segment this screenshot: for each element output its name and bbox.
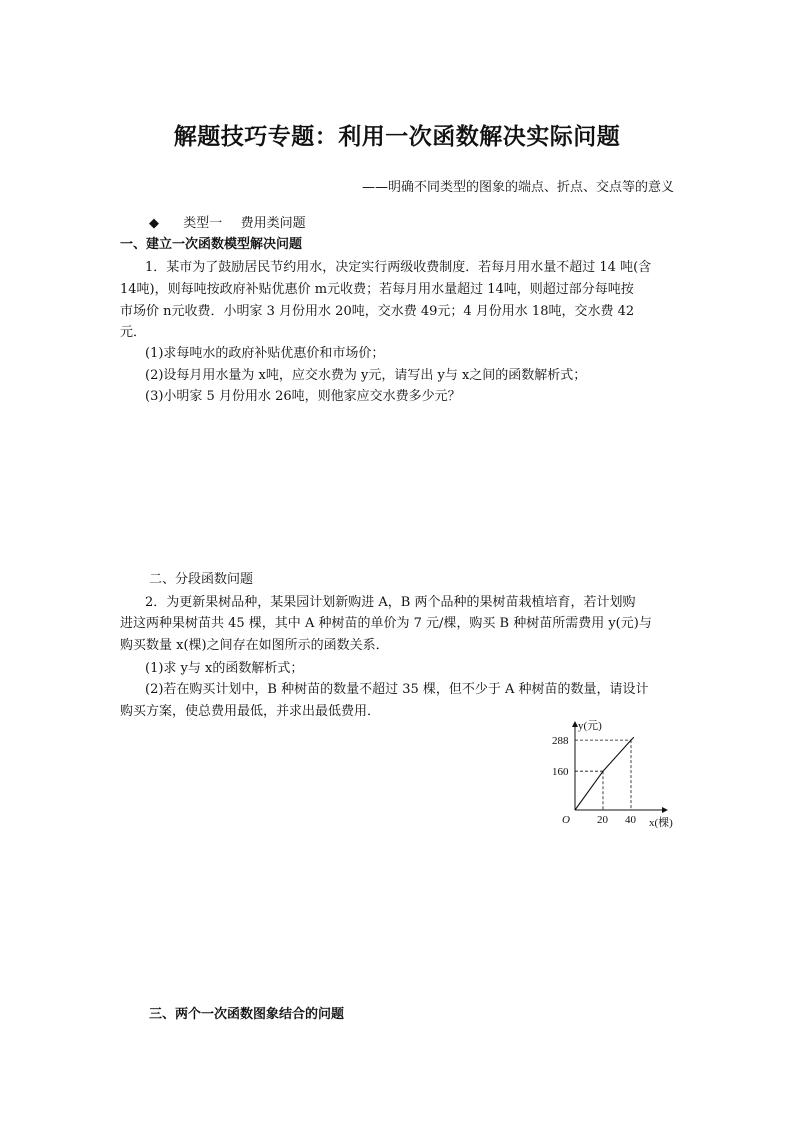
y-axis-label: y(元) (578, 720, 602, 732)
problem1-question3: (3)小明家 5 月份用水 26吨，则他家应交水费多少元？ (145, 389, 461, 404)
section3-heading: 三、两个一次函数图象结合的问题 (149, 1007, 345, 1022)
x-tick-label: 20 (597, 814, 608, 826)
problem2-question1: (1)求 y与 x的函数解析式； (145, 661, 304, 676)
page-title: 解题技巧专题：利用一次函数解决实际问题 (173, 123, 621, 150)
diamond-bullet-icon: ◆ (149, 216, 159, 231)
problem2-line3: 购买数量 x(棵)之间存在如图所示的函数关系． (120, 638, 389, 653)
page-subtitle: ——明确不同类型的图象的端点、折点、交点等的意义 (361, 180, 674, 195)
section2-heading: 二、分段函数问题 (149, 572, 254, 587)
problem1-question1: (1)求每吨水的政府补贴优惠价和市场价； (145, 346, 385, 361)
x-axis-label: x(棵) (649, 817, 673, 829)
type-name: 费用类问题 (240, 216, 306, 231)
problem1-line3: 市场价 n元收费．小明家 3 月份用水 20吨，交水费 49元；4 月份用水 18吨，交水费 42 (120, 304, 635, 319)
problem2-line2: 进这两种果树苗共 45 棵，其中 A 种树苗的单价为 7 元/棵，购买 B 种树苗所需费用 y(元)与 (120, 616, 652, 631)
problem2-question2-line2: 购买方案，使总费用最低，并求出最低费用． (120, 704, 381, 719)
problem2-question2-line1: (2)若在购买计划中，B 种树苗的数量不超过 35 棵，但不少于 A 种树苗的数量，请设计 (145, 682, 649, 697)
section1-heading: 一、建立一次函数模型解决问题 (120, 237, 303, 252)
dashed-guides (575, 740, 631, 810)
problem1-line4: 元． (120, 325, 147, 340)
type-label: 类型一 (183, 216, 223, 231)
x-tick-label: 40 (625, 814, 636, 826)
y-tick-label: 288 (552, 735, 569, 748)
y-tick-label: 160 (552, 766, 569, 779)
problem1-question2: (2)设每月用水量为 x吨，应交水费为 y元，请写出 y与 x之间的函数解析式； (145, 368, 587, 383)
problem1-line1: 1．某市为了鼓励居民节约用水，决定实行两级收费制度．若每月用水量不超过 14 吨(含 (145, 260, 652, 275)
problem1-line2: 14吨)，则每吨按政府补贴优惠价 m元收费；若每月用水量超过 14吨，则超过部分每吨按 (120, 282, 634, 297)
type-heading (149, 214, 306, 234)
origin-label: O (562, 814, 570, 826)
problem2-line1: 2．为更新果树品种，某果园计划新购进 A，B 两个品种的果树苗栽植培育，若计划购 (145, 595, 636, 610)
series-line (575, 737, 634, 810)
cost-function-chart (545, 712, 685, 834)
